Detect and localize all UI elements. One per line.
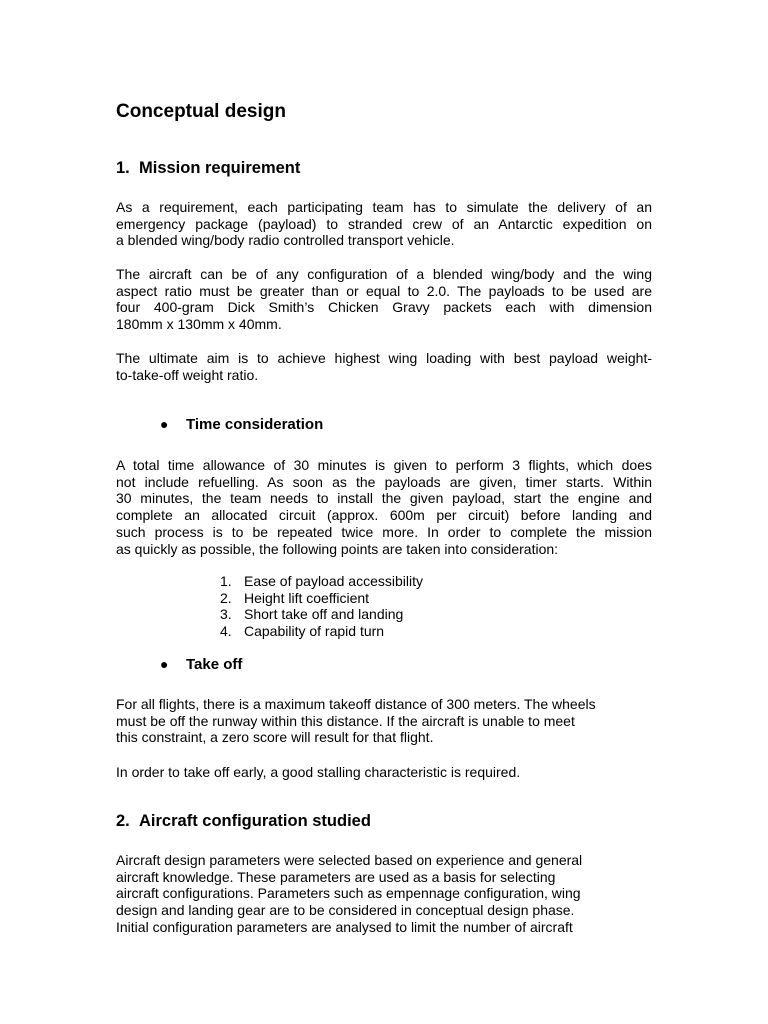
- paragraph-time-allowance: [116, 457, 652, 557]
- list-text: Height lift coefficient: [244, 589, 370, 606]
- text-line: The aircraft can be of any configuration of a blended wing/body and the wing: [116, 266, 652, 282]
- list-item: [220, 606, 423, 623]
- section-1-heading: [116, 159, 652, 178]
- paragraph-design-parameters: [116, 852, 652, 936]
- text-line: not include refuelling. As soon as the payloads are given, timer starts. Within: [116, 473, 652, 490]
- list-item: [220, 623, 423, 640]
- bullet-dot-icon: ●: [160, 656, 169, 672]
- list-item: [220, 590, 423, 607]
- list-text: Ease of payload accessibility: [244, 573, 423, 589]
- text-line: A total time allowance of 30 minutes is given to perform 3 flights, which does: [116, 457, 652, 473]
- list-number: 4.: [220, 623, 232, 640]
- text-line: to-take-off weight ratio.: [116, 366, 259, 383]
- paragraph-mission: [116, 199, 652, 249]
- text-line: The ultimate aim is to achieve highest wing loading with best payload weight-: [116, 350, 652, 366]
- bullet-dot-icon: ●: [160, 416, 169, 432]
- consideration-list: [220, 573, 423, 640]
- section-2-heading: [116, 812, 652, 831]
- list-number: 1.: [220, 573, 232, 589]
- bullet-label: Take off: [186, 656, 243, 673]
- section-title: Aircraft configuration studied: [139, 812, 371, 830]
- text-line: 30 minutes, the team needs to install the given payload, start the engine and: [116, 490, 652, 507]
- text-line: As a requirement, each participating team has to simulate the delivery of an: [116, 199, 652, 215]
- list-number: 2.: [220, 589, 232, 606]
- list-number: 3.: [220, 606, 232, 623]
- bullet-label: Time consideration: [186, 416, 324, 433]
- text-line: such process is to be repeated twice more. In order to complete the mission: [116, 523, 652, 540]
- text-line: design and landing gear are to be considered in conceptual design phase.: [116, 902, 575, 919]
- text-line: Initial configuration parameters are analysed to limit the number of aircraft: [116, 918, 573, 935]
- text-line: Aircraft design parameters were selected based on experience and general: [116, 852, 583, 868]
- text-line: as quickly as possible, the following points are taken into consideration:: [116, 540, 559, 557]
- text-line: a blended wing/body radio controlled transport vehicle.: [116, 232, 455, 249]
- text-line: this constraint, a zero score will result for that flight.: [116, 729, 434, 746]
- text-line: complete an allocated circuit (approx. 600m per circuit) before landing and: [116, 507, 652, 524]
- list-text: Capability of rapid turn: [244, 623, 385, 640]
- list-text: Short take off and landing: [244, 606, 404, 623]
- text-line: emergency package (payload) to stranded crew of an Antarctic expedition on: [116, 215, 652, 232]
- bullet-take-off: [160, 656, 696, 673]
- bullet-time-consideration: [160, 416, 696, 433]
- text-line: aspect ratio must be greater than or equal to 2.0. The payloads to be used are: [116, 282, 652, 299]
- text-line: four 400-gram Dick Smith’s Chicken Gravy packets each with dimension: [116, 299, 652, 316]
- list-item: [220, 573, 423, 590]
- section-number: 1.: [116, 159, 130, 177]
- text-line: 180mm x 130mm x 40mm.: [116, 316, 282, 333]
- text-line: aircraft configurations. Parameters such as empennage configuration, wing: [116, 885, 581, 902]
- text-line: aircraft knowledge. These parameters are used as a basis for selecting: [116, 868, 556, 885]
- text-line: In order to take off early, a good stalling characteristic is required.: [116, 764, 521, 780]
- section-number: 2.: [116, 812, 130, 830]
- text-line: For all flights, there is a maximum takeoff distance of 300 meters. The wheels: [116, 696, 596, 712]
- page-title: Conceptual design: [116, 101, 286, 122]
- paragraph-configuration: [116, 266, 652, 333]
- paragraph-takeoff-distance: [116, 696, 652, 746]
- paragraph-ultimate-aim: [116, 350, 652, 383]
- paragraph-stalling: [116, 764, 652, 781]
- text-line: must be off the runway within this distance. If the aircraft is unable to meet: [116, 712, 575, 729]
- section-title: Mission requirement: [139, 159, 301, 177]
